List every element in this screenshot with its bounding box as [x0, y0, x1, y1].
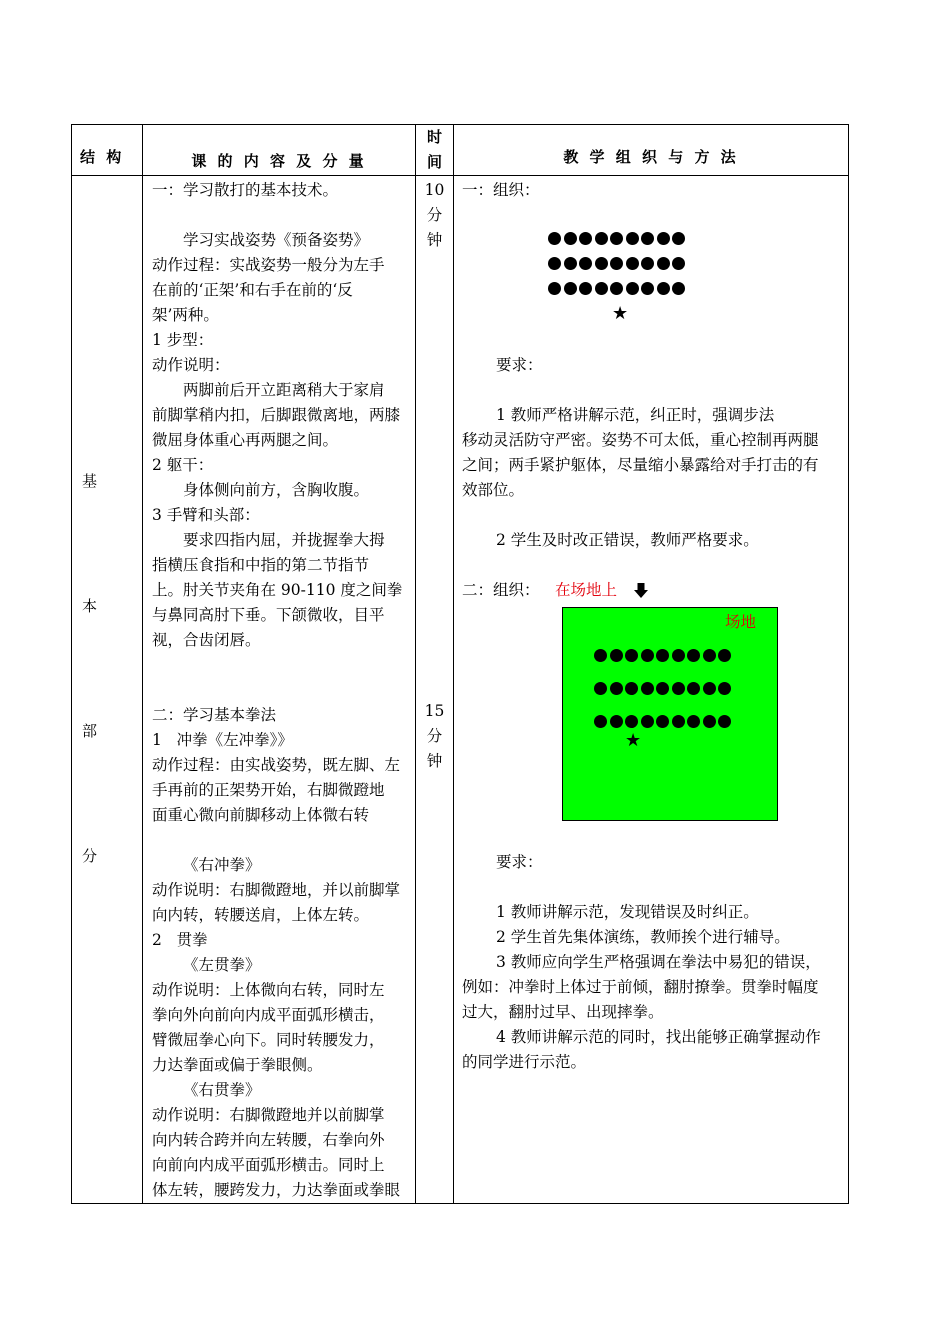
structure-char: 基 — [82, 472, 98, 490]
content-line: 体左转，腰跨发力，力达拳面或拳眼 — [152, 1181, 401, 1199]
student-dot-icon — [579, 257, 592, 270]
content-line: 学习实战姿势《预备姿势》 — [183, 231, 370, 249]
lesson-table — [71, 124, 849, 1204]
student-dot-icon — [718, 682, 731, 695]
student-dot-icon — [594, 649, 607, 662]
content-line: 动作说明：上体微向右转，同时左 — [152, 981, 385, 999]
content-line: 臂微屈拳心向下。同时转腰发力， — [152, 1031, 385, 1049]
content-line: 架’两种。 — [152, 306, 219, 324]
requirement-item: 4 教师讲解示范的同时，找出能够正确掌握动作 — [496, 1028, 821, 1046]
content-line: 2 躯干： — [152, 456, 214, 474]
content-line: 前脚掌稍内扣，后脚跟微离地，两膝 — [152, 406, 401, 424]
content-line: 微屈身体重心再两腿之间。 — [152, 431, 339, 449]
structure-char: 本 — [82, 597, 98, 615]
header-time-char: 间 — [426, 153, 442, 171]
content-line: 向内转，转腰送肩，上体左转。 — [152, 906, 370, 924]
formation-row — [548, 232, 685, 245]
student-dot-icon — [641, 282, 654, 295]
student-dot-icon — [687, 682, 700, 695]
student-dot-icon — [626, 282, 639, 295]
student-dot-icon — [595, 257, 608, 270]
student-dot-icon — [610, 649, 623, 662]
formation-row — [594, 682, 731, 695]
content-line: 两脚前后开立距离稍大于家肩 — [183, 381, 385, 399]
time-cell — [416, 176, 454, 1204]
header-row — [72, 125, 849, 176]
student-dot-icon — [687, 649, 700, 662]
content-line: 动作说明： — [152, 356, 230, 374]
structure-cell — [72, 176, 143, 1204]
requirement-item: 移动灵活防守严密。姿势不可太低，重心控制再两腿 — [462, 431, 819, 449]
student-dot-icon — [656, 682, 669, 695]
time-unit: 钟 — [426, 231, 443, 249]
requirement-item: 之间；两手紧护躯体，尽量缩小暴露给对手打击的有 — [462, 456, 819, 474]
student-dot-icon — [548, 232, 561, 245]
content-line: 1 步型： — [152, 331, 214, 349]
teacher-star-icon: ★ — [625, 730, 642, 751]
student-dot-icon — [656, 715, 669, 728]
requirement-item: 1 教师讲解示范，发现错误及时纠正。 — [496, 903, 759, 921]
requirement-item: 3 教师应向学生严格强调在拳法中易犯的错误， — [496, 953, 821, 971]
requirement-item: 例如：冲拳时上体过于前倾，翻肘撩拳。贯拳时幅度 — [462, 978, 819, 996]
content-line: 3 手臂和头部： — [152, 506, 260, 524]
student-dot-icon — [564, 282, 577, 295]
content-line — [152, 653, 407, 678]
requirement-label: 要求： — [496, 853, 543, 871]
student-dot-icon — [595, 232, 608, 245]
content-line: 面重心微向前脚移动上体微右转 — [152, 806, 370, 824]
student-dot-icon — [594, 682, 607, 695]
student-dot-icon — [641, 682, 654, 695]
student-dot-icon — [579, 282, 592, 295]
student-dot-icon — [548, 257, 561, 270]
student-dot-icon — [672, 715, 685, 728]
student-dot-icon — [610, 257, 623, 270]
student-dot-icon — [687, 715, 700, 728]
student-dot-icon — [641, 649, 654, 662]
student-dot-icon — [564, 232, 577, 245]
student-dot-icon — [657, 232, 670, 245]
content-line: 1 冲拳《左冲拳》》 — [152, 731, 293, 749]
content-line — [152, 678, 407, 703]
student-dot-icon — [641, 232, 654, 245]
student-dot-icon — [610, 682, 623, 695]
student-dot-icon — [718, 649, 731, 662]
student-dot-icon — [672, 257, 685, 270]
student-dot-icon — [610, 282, 623, 295]
time-value: 15 — [424, 702, 445, 720]
student-dot-icon — [703, 682, 716, 695]
structure-char: 部 — [82, 722, 98, 740]
content-line: 力达拳面或偏于拳眼侧。 — [152, 1056, 323, 1074]
content-line: 指横压食指和中指的第二节指节 — [152, 556, 370, 574]
student-dot-icon — [548, 282, 561, 295]
student-dot-icon — [641, 257, 654, 270]
student-dot-icon — [579, 232, 592, 245]
content-line: 在前的‘正架’和右手在前的‘反 — [152, 281, 353, 299]
requirement-item: 1 教师严格讲解示范，纠正时，强调步法 — [496, 406, 775, 424]
content-line: 2 贯拳 — [152, 931, 208, 949]
time-unit: 分 — [426, 727, 443, 745]
content-line: 《右冲拳》 — [183, 856, 261, 874]
student-dot-icon — [625, 715, 638, 728]
time-value: 10 — [424, 181, 445, 199]
method-cell — [454, 176, 849, 1204]
content-line: 身体侧向前方，含胸收腹。 — [183, 481, 370, 499]
training-field — [562, 607, 778, 821]
org2-label: 二：组织： — [462, 581, 540, 599]
body-row — [72, 176, 849, 1204]
header-method: 教 学 组 织 与 方 法 — [454, 125, 849, 176]
requirement-item: 的同学进行示范。 — [462, 1053, 587, 1071]
formation-row — [548, 282, 685, 295]
student-dot-icon — [718, 715, 731, 728]
org1-label: 一：组织： — [462, 181, 540, 199]
student-dot-icon — [703, 715, 716, 728]
content-line: 向前向内成平面弧形横击。同时上 — [152, 1156, 385, 1174]
content-line: 拳向外向前向内成平面弧形横击， — [152, 1006, 385, 1024]
student-dot-icon — [657, 257, 670, 270]
requirement-item: 效部位。 — [462, 481, 525, 499]
content-line: 动作说明：右脚微蹬地，并以前脚掌 — [152, 881, 401, 899]
student-dot-icon — [625, 649, 638, 662]
content-line: 《右贯拳》 — [183, 1081, 261, 1099]
org2-location: 在场地上 — [555, 581, 618, 599]
content-line: 动作过程：实战姿势一般分为左手 — [152, 256, 385, 274]
requirement-item: 2 学生及时改正错误，教师严格要求。 — [496, 531, 759, 549]
requirement-item: 过大，翻肘过早、出现摔拳。 — [462, 1003, 664, 1021]
content-line: 上。肘关节夹角在 90-110 度之间拳 — [152, 581, 403, 599]
header-time — [416, 125, 454, 176]
student-dot-icon — [610, 715, 623, 728]
content-line — [152, 203, 407, 228]
student-dot-icon — [672, 282, 685, 295]
student-dot-icon — [656, 649, 669, 662]
content-cell — [143, 176, 416, 1204]
time-unit: 分 — [426, 206, 443, 224]
formation-row — [594, 715, 731, 728]
content-line: 与鼻同高肘下垂。下颌微收，目平 — [152, 606, 385, 624]
student-dot-icon — [672, 232, 685, 245]
student-dot-icon — [625, 682, 638, 695]
content-line — [152, 828, 407, 853]
content-line: 一：学习散打的基本技术。 — [152, 181, 339, 199]
content-line: 动作说明：右脚微蹬地并以前脚掌 — [152, 1106, 385, 1124]
formation-row — [548, 257, 685, 270]
student-dot-icon — [641, 715, 654, 728]
student-dot-icon — [703, 649, 716, 662]
formation-row — [594, 649, 731, 662]
student-dot-icon — [626, 257, 639, 270]
field-label: 场地 — [725, 613, 757, 631]
content-line: 二：学习基本拳法 — [152, 706, 277, 724]
student-dot-icon — [610, 232, 623, 245]
content-line: 手再前的正架势开始，右脚微蹬地 — [152, 781, 385, 799]
student-dot-icon — [564, 257, 577, 270]
student-dot-icon — [672, 682, 685, 695]
student-dot-icon — [595, 282, 608, 295]
header-content: 课 的 内 容 及 分 量 — [143, 125, 416, 176]
down-arrow-icon — [634, 583, 648, 599]
student-dot-icon — [594, 715, 607, 728]
student-dot-icon — [657, 282, 670, 295]
student-dot-icon — [626, 232, 639, 245]
content-line: 视，合齿闭唇。 — [152, 631, 261, 649]
content-line: 动作过程：由实战姿势，既左脚、左 — [152, 756, 401, 774]
header-time-char: 时 — [426, 128, 442, 146]
content-line: 向内转合跨并向左转腰，右拳向外 — [152, 1131, 385, 1149]
requirement-item: 2 学生首先集体演练，教师挨个进行辅导。 — [496, 928, 790, 946]
teacher-star-icon: ★ — [612, 303, 629, 324]
requirement-label: 要求： — [496, 356, 543, 374]
time-block-1 — [416, 178, 453, 253]
content-line: 《左贯拳》 — [183, 956, 261, 974]
student-dot-icon — [672, 649, 685, 662]
structure-char: 分 — [82, 847, 98, 865]
time-unit: 钟 — [426, 752, 443, 770]
content-lines — [152, 178, 407, 1203]
content-line: 要求四指内屈，并拢握拳大拇 — [183, 531, 385, 549]
header-structure: 结 构 — [72, 125, 143, 176]
time-block-2 — [416, 699, 453, 774]
